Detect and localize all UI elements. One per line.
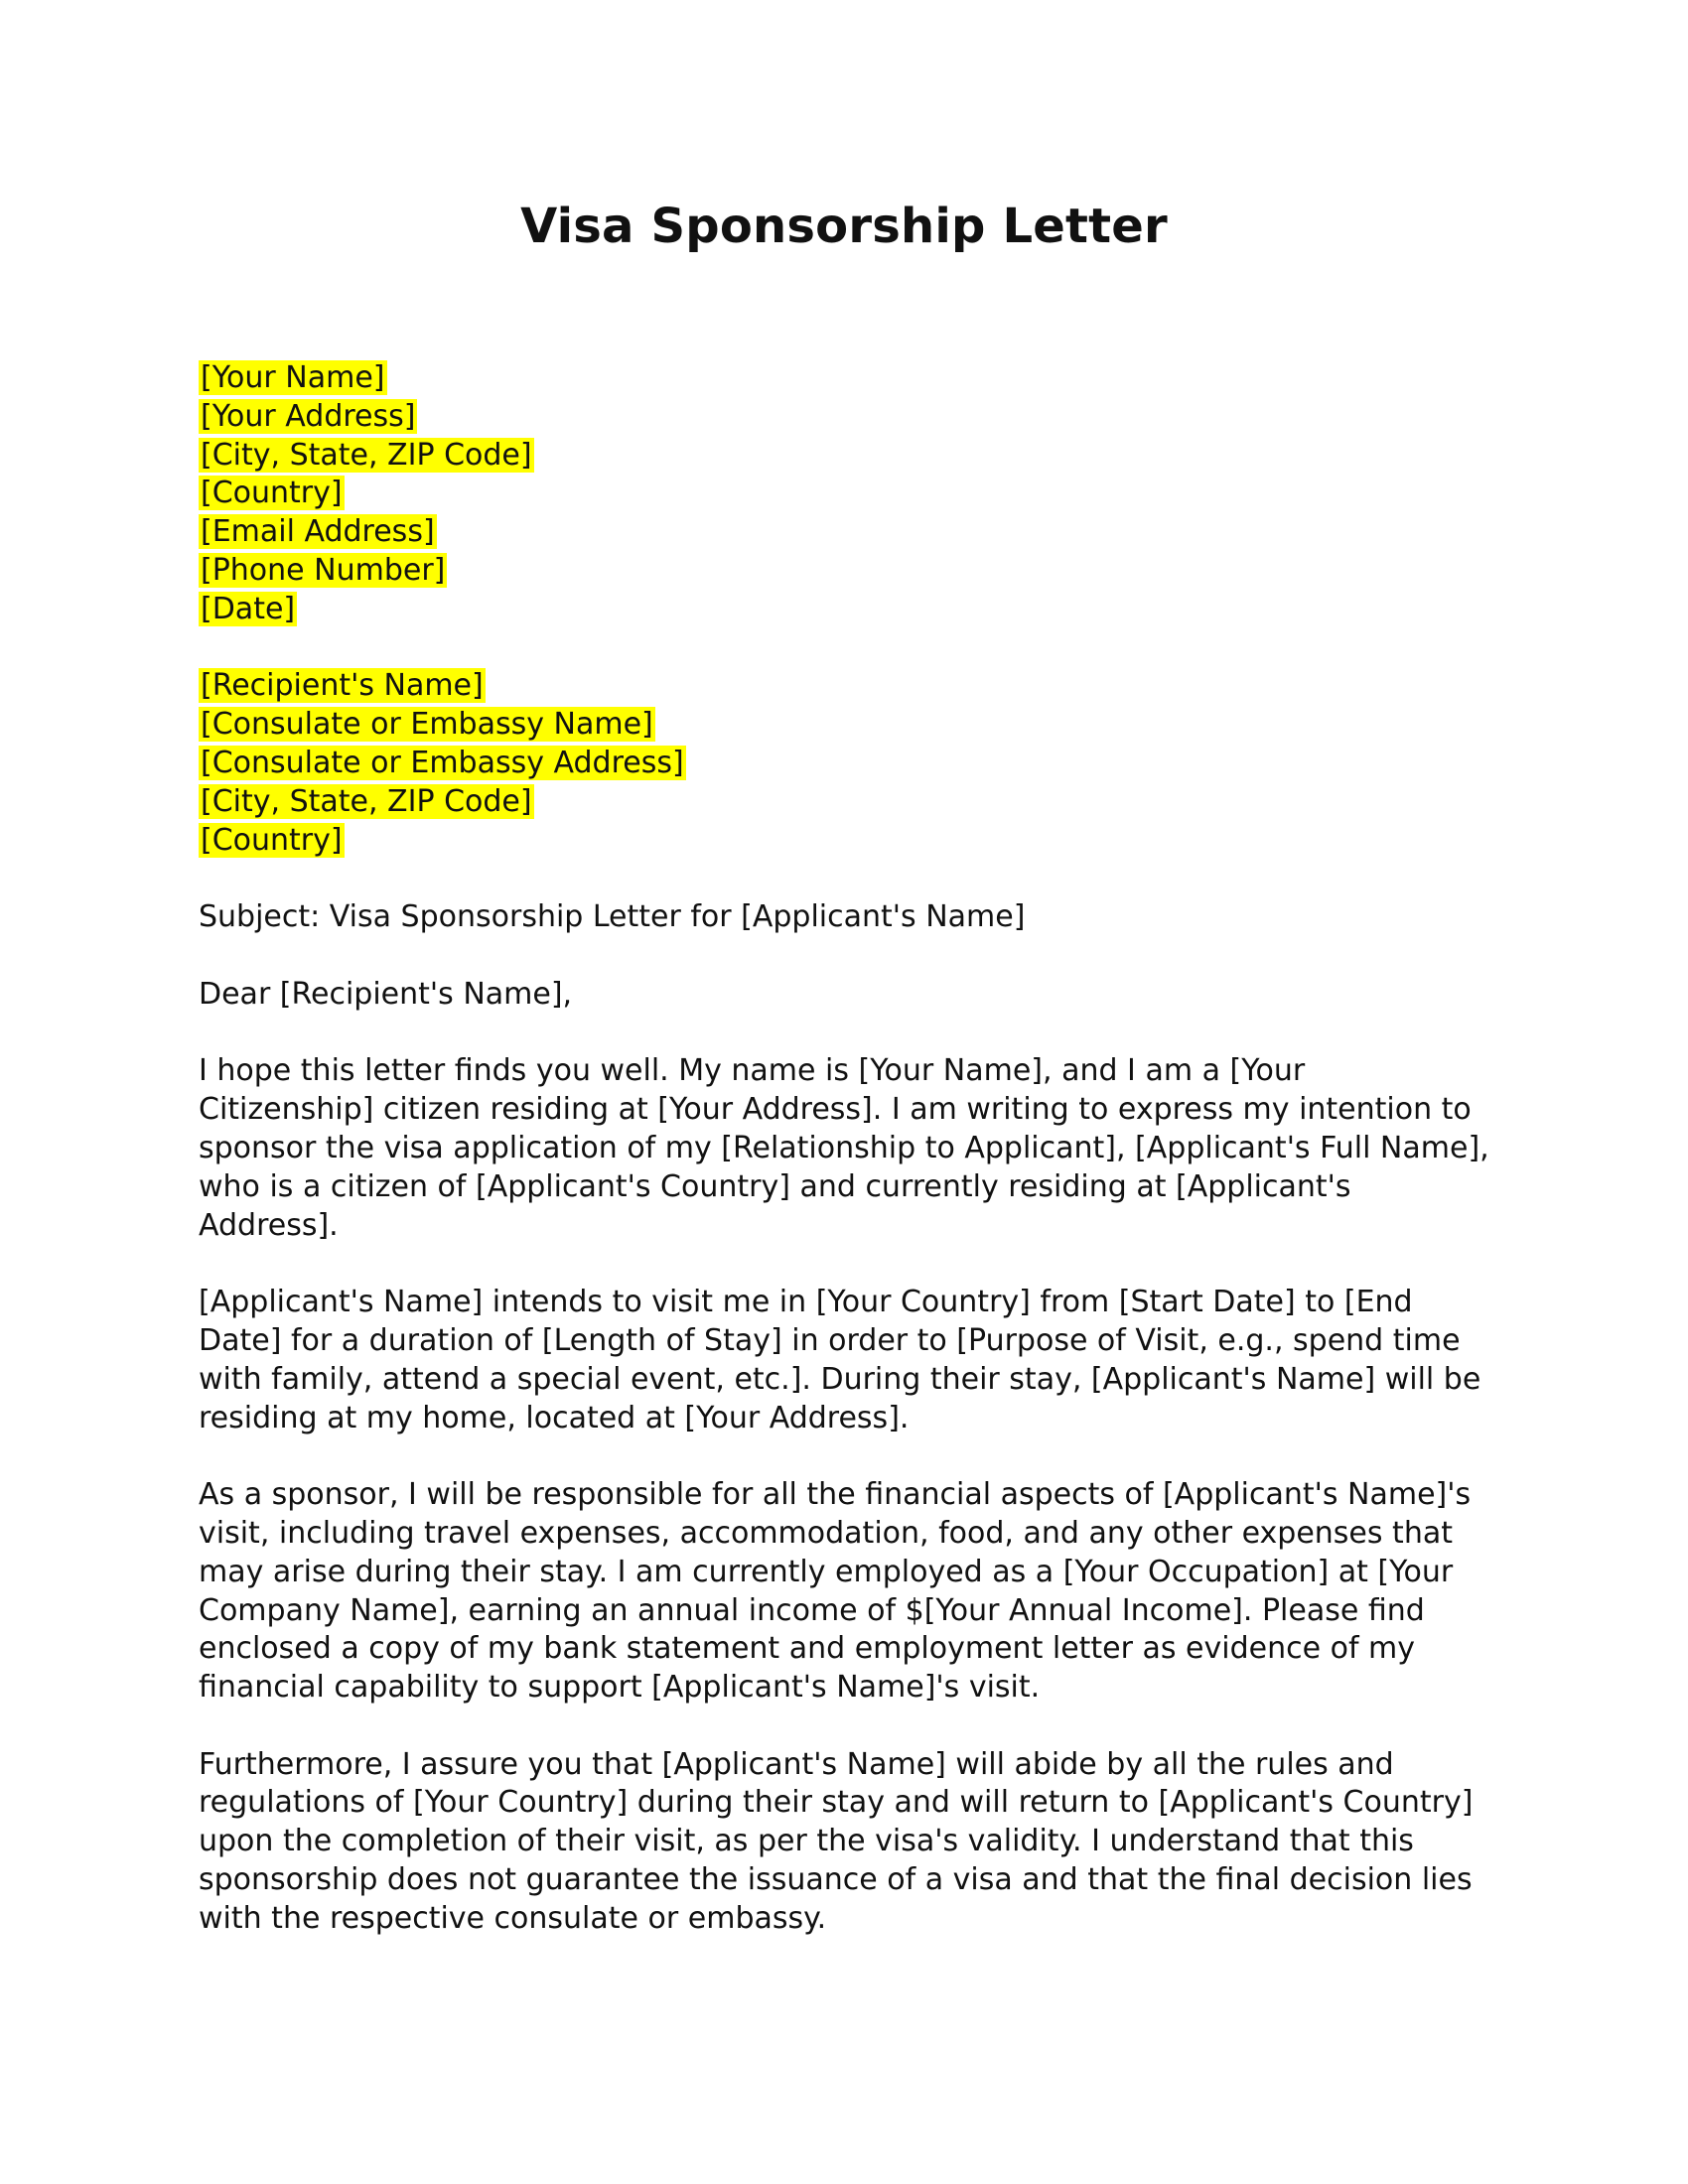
spacer [199,1707,1489,1746]
document-title: Visa Sponsorship Letter [520,199,1168,254]
subject-line: Subject: Visa Sponsorship Letter for [Applicant's Name] [199,899,1026,935]
sender-country-placeholder: [Country] [201,476,343,511]
body-paragraph-financial: As a sponsor, I will be responsible for all the financial aspects of [Applicant's Name]'s visit, including travel expenses, accommodation, food, and any other expenses that may arise during their stay. I am currently employed as a [Your Occupation] at [Your Company Name], earning an annual income of $[Your Annual Income]. Please find enclosed a copy of my bank statement and employment letter as evidence of my financial capability to support [Applicant's Name]'s visit. [199,1477,1472,1706]
sender-email-placeholder: [Email Address] [201,514,435,550]
spacer [199,1437,1489,1476]
consulate-name-placeholder: [Consulate or Embassy Name] [201,707,653,743]
sender-line [199,513,1489,552]
salutation: Dear [Recipient's Name], [199,976,573,1012]
recipient-line [199,822,1489,861]
sender-line [199,552,1489,591]
spacer [199,937,1489,976]
date-placeholder: [Date] [201,591,296,626]
sender-address-placeholder: [Your Address] [201,398,416,434]
recipient-name-placeholder: [Recipient's Name] [201,668,484,704]
recipient-line [199,667,1489,706]
spacer [199,629,1489,668]
consulate-address-placeholder: [Consulate or Embassy Address] [201,745,684,780]
spacer [199,1245,1489,1284]
spacer [199,1015,1489,1053]
letter-body [199,359,1489,1939]
spacer [199,860,1489,898]
sender-line [199,437,1489,476]
recipient-line [199,706,1489,745]
sender-line [199,591,1489,629]
recipient-line [199,783,1489,822]
body-paragraph-assurance: Furthermore, I assure you that [Applicant's Name] will abide by all the rules and regulations of [Your Country] during their stay and will return to [Applicant's Country] upon the completion of their visit, as per the visa's validity. I understand that this sponsorship does not guarantee the issuance of a visa and that the final decision lies with the respective consulate or embassy. [199,1746,1474,1936]
body-paragraph-intro: I hope this letter finds you well. My name is [Your Name], and I am a [Your Citizenship] citizen residing at [Your Address]. I am writing to express my intention to sponsor the visa application of my [Relationship to Applicant], [Applicant's Full Name], who is a citizen of [Applicant's Country] and currently residing at [Applicant's Address]. [199,1053,1489,1243]
sender-name-placeholder: [Your Name] [201,360,385,395]
recipient-country-placeholder: [Country] [201,822,343,858]
recipient-address-block [199,667,1489,860]
recipient-city-placeholder: [City, State, ZIP Code] [201,783,532,819]
recipient-line [199,745,1489,783]
body-paragraph-visit: [Applicant's Name] intends to visit me in [Your Country] from [Start Date] to [End Date] for a duration of [Length of Stay] in order to [Purpose of Visit, e.g., spend time with family, attend a special event, etc.]. During their stay, [Applicant's Name] will be residing at my home, located at [Your Address]. [199,1285,1481,1435]
sender-city-placeholder: [City, State, ZIP Code] [201,437,532,473]
sender-address-block [199,359,1489,629]
sender-phone-placeholder: [Phone Number] [201,552,446,588]
sender-line [199,475,1489,513]
sender-line [199,359,1489,398]
sender-line [199,398,1489,437]
